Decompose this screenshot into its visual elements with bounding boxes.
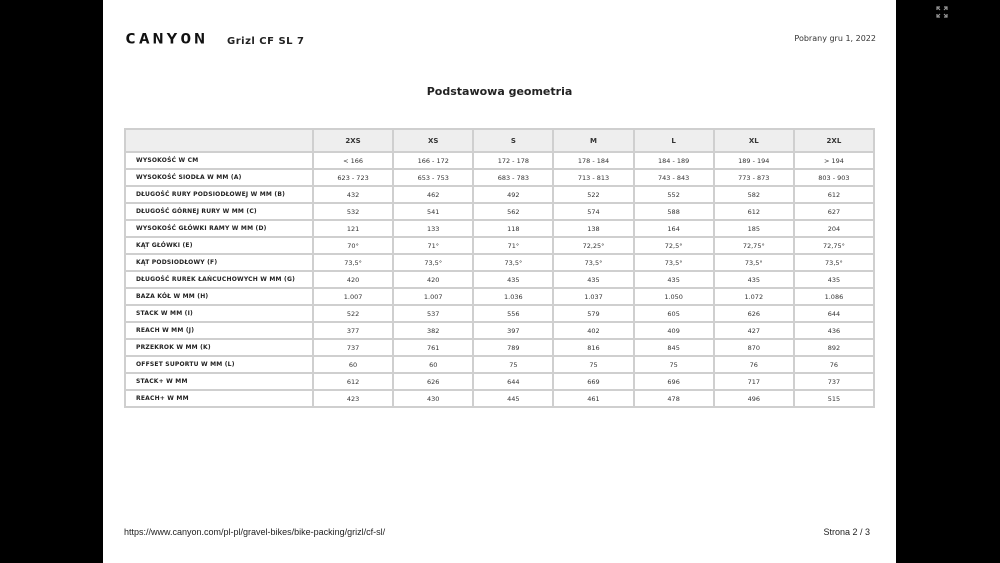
table-cell: 70° <box>313 237 393 254</box>
table-row <box>125 339 874 356</box>
table-cell: 552 <box>634 186 714 203</box>
table-cell: 420 <box>313 271 393 288</box>
table-cell: 430 <box>393 390 473 407</box>
row-label: DŁUGOŚĆ RURY PODSIODŁOWEJ W MM (B) <box>125 186 313 203</box>
row-label: BAZA KÓŁ W MM (H) <box>125 288 313 305</box>
table-cell: 75 <box>473 356 553 373</box>
table-cell: > 194 <box>794 152 874 169</box>
table-cell: 409 <box>634 322 714 339</box>
table-cell: 588 <box>634 203 714 220</box>
table-cell: 445 <box>473 390 553 407</box>
table-cell: 73,5° <box>794 254 874 271</box>
table-row <box>125 356 874 373</box>
table-cell: 789 <box>473 339 553 356</box>
table-cell: 612 <box>794 186 874 203</box>
table-cell: 76 <box>714 356 794 373</box>
table-cell: 532 <box>313 203 393 220</box>
table-cell: 72,75° <box>714 237 794 254</box>
table-cell: 382 <box>393 322 473 339</box>
table-cell: 423 <box>313 390 393 407</box>
row-label: DŁUGOŚĆ GÓRNEJ RURY W MM (C) <box>125 203 313 220</box>
table-row <box>125 254 874 271</box>
table-cell: 121 <box>313 220 393 237</box>
table-cell: 713 - 813 <box>553 169 633 186</box>
table-cell: 522 <box>313 305 393 322</box>
table-cell: 761 <box>393 339 473 356</box>
table-cell: 612 <box>313 373 393 390</box>
table-cell: 541 <box>393 203 473 220</box>
table-cell: 562 <box>473 203 553 220</box>
table-cell: 172 - 178 <box>473 152 553 169</box>
row-label: WYSOKOŚĆ GŁÓWKI RAMY W MM (D) <box>125 220 313 237</box>
table-cell: 737 <box>794 373 874 390</box>
table-cell: 73,5° <box>714 254 794 271</box>
table-row <box>125 288 874 305</box>
table-cell: 892 <box>794 339 874 356</box>
table-row <box>125 203 874 220</box>
table-cell: 461 <box>553 390 633 407</box>
table-cell: 623 - 723 <box>313 169 393 186</box>
table-cell: 178 - 184 <box>553 152 633 169</box>
size-header: L <box>634 129 714 152</box>
table-cell: 492 <box>473 186 553 203</box>
table-cell: 436 <box>794 322 874 339</box>
table-cell: 397 <box>473 322 553 339</box>
pdf-page <box>103 0 896 563</box>
table-cell: 73,5° <box>393 254 473 271</box>
table-cell: 737 <box>313 339 393 356</box>
download-date: Pobrany gru 1, 2022 <box>794 34 876 43</box>
table-cell: 73,5° <box>473 254 553 271</box>
table-cell: 816 <box>553 339 633 356</box>
table-cell: 478 <box>634 390 714 407</box>
table-cell: 204 <box>794 220 874 237</box>
table-cell: 522 <box>553 186 633 203</box>
table-cell: 582 <box>714 186 794 203</box>
table-cell: 71° <box>393 237 473 254</box>
table-row <box>125 186 874 203</box>
table-cell: 189 - 194 <box>714 152 794 169</box>
row-label: DŁUGOŚĆ RUREK ŁAŃCUCHOWYCH W MM (G) <box>125 271 313 288</box>
table-cell: 683 - 783 <box>473 169 553 186</box>
table-cell: 75 <box>553 356 633 373</box>
table-cell: 696 <box>634 373 714 390</box>
row-label: KĄT GŁÓWKI (E) <box>125 237 313 254</box>
table-cell: 138 <box>553 220 633 237</box>
table-cell: 166 - 172 <box>393 152 473 169</box>
table-row <box>125 169 874 186</box>
table-cell: 435 <box>553 271 633 288</box>
table-cell: 427 <box>714 322 794 339</box>
table-cell: 743 - 843 <box>634 169 714 186</box>
table-cell: 184 - 189 <box>634 152 714 169</box>
table-cell: 644 <box>794 305 874 322</box>
table-cell: 1.036 <box>473 288 553 305</box>
table-row <box>125 373 874 390</box>
size-header: XL <box>714 129 794 152</box>
table-cell: 1.007 <box>393 288 473 305</box>
table-cell: 1.050 <box>634 288 714 305</box>
table-row <box>125 152 874 169</box>
table-cell: 1.007 <box>313 288 393 305</box>
row-label: STACK W MM (I) <box>125 305 313 322</box>
table-cell: 1.037 <box>553 288 633 305</box>
table-cell: 435 <box>473 271 553 288</box>
table-row <box>125 237 874 254</box>
page-url: https://www.canyon.com/pl-pl/gravel-bikes/bike-packing/grizl/cf-sl/ <box>124 527 386 537</box>
table-cell: 118 <box>473 220 553 237</box>
table-cell: 75 <box>634 356 714 373</box>
geometry-table <box>124 128 875 408</box>
corner-cell <box>125 129 313 152</box>
table-cell: 71° <box>473 237 553 254</box>
table-cell: 435 <box>794 271 874 288</box>
table-cell: 669 <box>553 373 633 390</box>
size-header: 2XL <box>794 129 874 152</box>
table-row <box>125 390 874 407</box>
table-cell: 73,5° <box>634 254 714 271</box>
table-cell: 556 <box>473 305 553 322</box>
page-number: Strona 2 / 3 <box>823 527 870 537</box>
table-cell: 803 - 903 <box>794 169 874 186</box>
table-cell: 435 <box>714 271 794 288</box>
table-cell: 435 <box>634 271 714 288</box>
table-cell: 537 <box>393 305 473 322</box>
table-cell: 76 <box>794 356 874 373</box>
table-cell: 626 <box>714 305 794 322</box>
table-cell: 133 <box>393 220 473 237</box>
table-cell: 164 <box>634 220 714 237</box>
table-cell: < 166 <box>313 152 393 169</box>
size-header: 2XS <box>313 129 393 152</box>
table-cell: 626 <box>393 373 473 390</box>
table-cell: 496 <box>714 390 794 407</box>
table-cell: 185 <box>714 220 794 237</box>
table-row <box>125 271 874 288</box>
row-label: REACH+ W MM <box>125 390 313 407</box>
table-row <box>125 322 874 339</box>
table-cell: 644 <box>473 373 553 390</box>
expand-arrows-icon[interactable] <box>936 6 948 18</box>
row-label: STACK+ W MM <box>125 373 313 390</box>
size-header: M <box>553 129 633 152</box>
row-label: OFFSET SUPORTU W MM (L) <box>125 356 313 373</box>
table-cell: 60 <box>393 356 473 373</box>
table-cell: 1.086 <box>794 288 874 305</box>
table-cell: 574 <box>553 203 633 220</box>
table-cell: 420 <box>393 271 473 288</box>
canyon-logo: CANYON <box>125 31 209 48</box>
table-cell: 377 <box>313 322 393 339</box>
page-title: Podstawowa geometria <box>426 85 573 98</box>
table-cell: 627 <box>794 203 874 220</box>
table-cell: 73,5° <box>553 254 633 271</box>
row-label: REACH W MM (J) <box>125 322 313 339</box>
table-cell: 1.072 <box>714 288 794 305</box>
table-cell: 462 <box>393 186 473 203</box>
table-cell: 773 - 873 <box>714 169 794 186</box>
table-cell: 72,5° <box>634 237 714 254</box>
row-label: WYSOKOŚĆ SIODŁA W MM (A) <box>125 169 313 186</box>
table-cell: 72,75° <box>794 237 874 254</box>
table-cell: 845 <box>634 339 714 356</box>
table-cell: 73,5° <box>313 254 393 271</box>
row-label: PRZEKROK W MM (K) <box>125 339 313 356</box>
table-cell: 432 <box>313 186 393 203</box>
model-name: Grizl CF SL 7 <box>227 36 305 47</box>
table-cell: 579 <box>553 305 633 322</box>
row-label: KĄT PODSIODŁOWY (F) <box>125 254 313 271</box>
table-cell: 870 <box>714 339 794 356</box>
table-cell: 402 <box>553 322 633 339</box>
table-cell: 515 <box>794 390 874 407</box>
table-cell: 653 - 753 <box>393 169 473 186</box>
size-header: S <box>473 129 553 152</box>
table-cell: 612 <box>714 203 794 220</box>
row-label: WYSOKOŚĆ W CM <box>125 152 313 169</box>
table-cell: 717 <box>714 373 794 390</box>
table-header-row <box>125 129 874 152</box>
table-cell: 605 <box>634 305 714 322</box>
table-row <box>125 305 874 322</box>
size-header: XS <box>393 129 473 152</box>
table-cell: 60 <box>313 356 393 373</box>
table-cell: 72,25° <box>553 237 633 254</box>
table-row <box>125 220 874 237</box>
